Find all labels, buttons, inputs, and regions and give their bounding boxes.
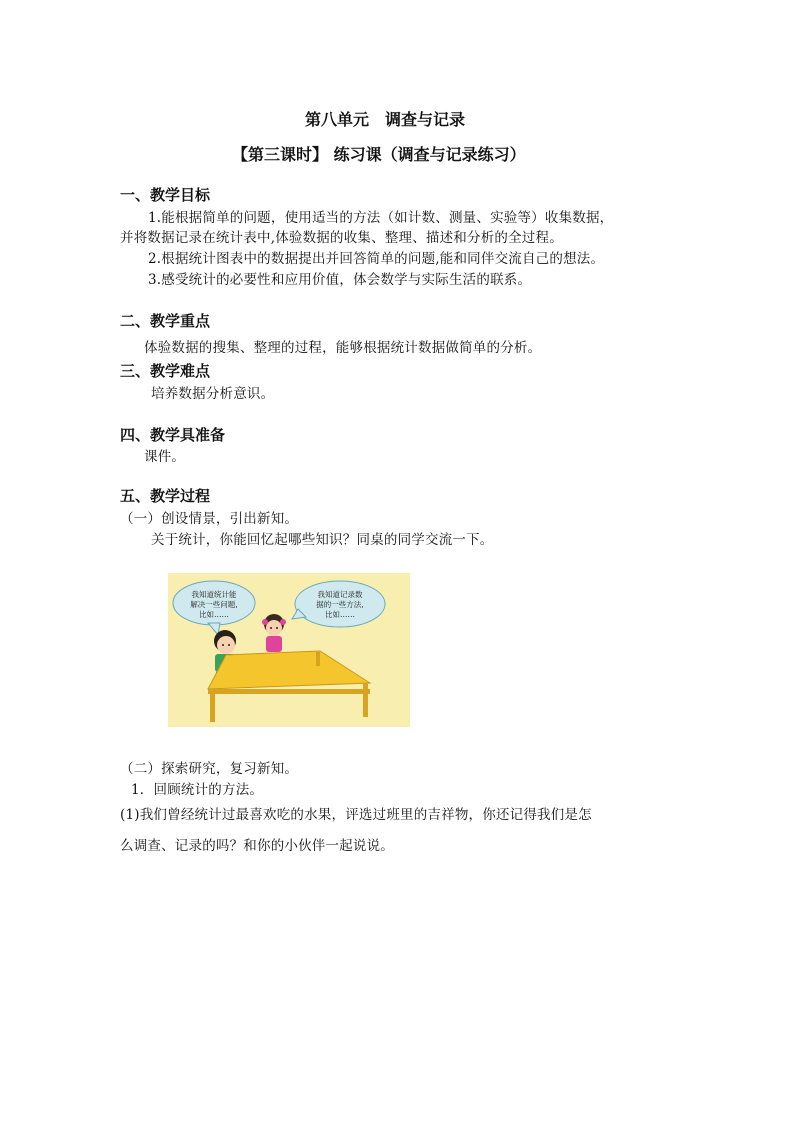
process-step-1-text: 关于统计，你能回忆起哪些知识？同桌的同学交流一下。 xyxy=(151,532,494,548)
bubble-left-line-3: 比如…… xyxy=(199,610,229,619)
table xyxy=(208,651,370,722)
process-step-2: （二）探索研究，复习新知。 xyxy=(120,761,299,777)
bubble-right-line-2: 据的一些方法, xyxy=(316,600,364,609)
objective-line-1: 1.能根据简单的问题，使用适当的方法（如计数、测量、实验等）收集数据， xyxy=(148,210,614,226)
process-step-2-sub: 1．回顾统计的方法。 xyxy=(131,782,264,798)
girl-figure xyxy=(262,614,286,652)
bubble-right-line-1: 我知道记录数 xyxy=(317,590,363,599)
process-step-1: （一）创设情景，引出新知。 xyxy=(120,511,299,527)
classroom-illustration xyxy=(168,573,410,727)
objective-line-3: 2.根据统计图表中的数据提出并回答简单的问题,能和同伴交流自己的想法。 xyxy=(148,251,605,267)
difficulty-text: 培养数据分析意识。 xyxy=(151,386,275,402)
question-line-2: 么调查、记录的吗？和你的小伙伴一起说说。 xyxy=(120,838,394,854)
section-heading-materials: 四、教学具准备 xyxy=(120,426,226,444)
bubble-left-line-2: 解决一些问题, xyxy=(190,600,238,609)
materials-text: 课件。 xyxy=(144,449,186,465)
objective-line-4: 3.感受统计的必要性和应用价值，体会数学与实际生活的联系。 xyxy=(148,272,532,288)
page-title: 第八单元 调查与记录 xyxy=(305,110,466,129)
section-heading-objectives: 一、教学目标 xyxy=(120,186,211,204)
page-subtitle: 【第三课时】 练习课（调查与记录练习） xyxy=(232,145,526,164)
question-line-1: (1)我们曾经统计过最喜欢吃的水果，评选过班里的吉祥物，你还记得我们是怎 xyxy=(120,807,592,823)
bubble-right-line-3: 比如…… xyxy=(325,610,355,619)
section-heading-process: 五、教学过程 xyxy=(120,487,211,505)
section-heading-difficulty: 三、教学难点 xyxy=(120,362,211,380)
section-heading-focus: 二、教学重点 xyxy=(120,312,211,330)
focus-text: 体验数据的搜集、整理的过程，能够根据统计数据做简单的分析。 xyxy=(144,340,542,356)
bubble-left-line-1: 我知道统计能 xyxy=(191,590,237,599)
objective-line-2: 并将数据记录在统计表中,体验数据的收集、整理、描述和分析的全过程。 xyxy=(120,230,563,246)
